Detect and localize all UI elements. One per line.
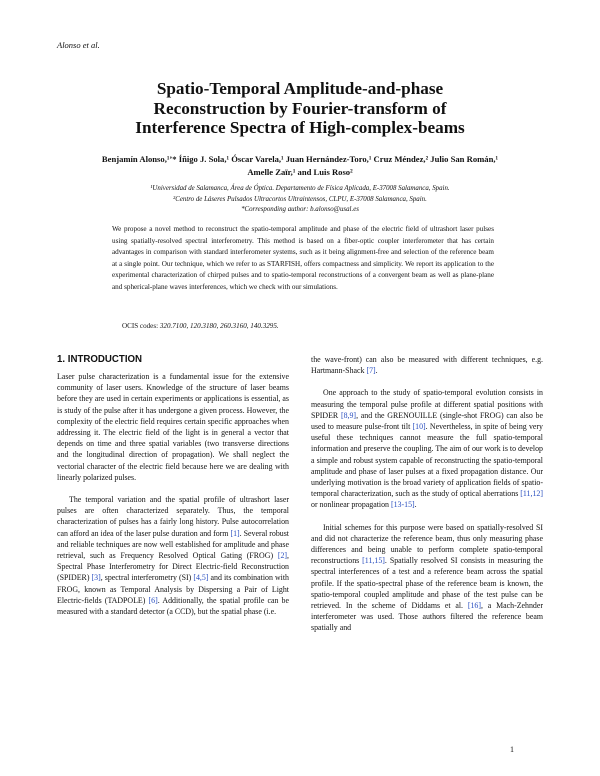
ocis-codes [122,322,279,330]
author-line: Benjamín Alonso,¹ʼ* Íñigo J. Sola,¹ Óscar Varela,¹ Juan Hernández-Toro,¹ Cruz Méndez,² Julio San Román,¹ [101,154,499,164]
citation-link[interactable]: [7] [366,366,376,376]
text-run: and its combination with FROG, known as Temporal Analysis by Dispersing a Pair of Light Electric-fields (TADPOLE) [57,573,289,605]
title-line: Spatio-Temporal Amplitude-and-phase [156,79,444,98]
citation-link[interactable]: [4,5] [193,573,209,583]
author-line: Amelle Zaïr,¹ and Luis Roso² [247,167,353,177]
affiliations [60,184,540,216]
affiliation-1: ¹Universidad de Salamanca, Área de Óptica. Departamento de Física Aplicada, E-37008 Salamanca, Spain. [150,185,450,192]
abstract [112,224,494,293]
citation-link[interactable]: [1] [230,528,240,538]
citation-link[interactable]: [11,12] [520,489,543,499]
right-column [311,354,543,645]
left-column [57,354,289,628]
text-run: . [375,366,378,376]
citation-link[interactable]: [8,9] [340,410,357,420]
text-run: . Spatially resolved SI consists in measuring the spectral interferences of a test and a reference beam across the spatial profile. If the spatio-spectral phase of the reference beam is known, the spatio-temporal coupled amplitude and phase of the test pulse can be retrieved. In the scheme of Diddams et al. [311,556,543,611]
citation-link[interactable]: [13-15] [390,500,415,510]
paragraph [311,387,543,510]
author-list [70,153,530,179]
paragraph [57,494,289,617]
text-run: , spectral interferometry (SI) [100,573,194,583]
citation-link[interactable]: [11,15] [362,556,385,566]
text-run: , Spectral Phase Interferometry for Direct Electric-field Reconstruction (SPIDER) [57,551,289,583]
citation-link[interactable]: [16] [467,601,481,611]
paragraph: Laser pulse characterization is a fundamental issue for the extensive community of laser users. Knowledge of the structure of laser beams before they are used in certain experiments or applications is essential, as is study of the pulse after it has undergone a given process. However, the complexity of the electric field requires certain specific approaches when addressing it. The electric field of the light is in general a vector that depends on time and three spatial variables (two transverse directions and the longitudinal direction of propagation). We shall neglect the vectorial character of the electric field because here we are dealing with linearly polarized pulses. [57,372,289,482]
ocis-label: OCIS codes: [122,322,159,330]
text-run: The temporal variation and the spatial profile of ultrashort laser pulses are often characterized separately. Thus, the temporal characterization of pulses has a fairly long history. Pulse autocorrelation can afford an idea of the laser pulse duration and form [57,495,289,538]
text-run: or nonlinear propagation [311,500,391,510]
citation-link[interactable]: [2] [277,551,288,561]
text-run: the wave-front) can also be measured with different techniques, e.g. Hartmann-Shack [311,355,543,376]
section-heading: 1. INTRODUCTION [57,354,143,365]
title-line: Reconstruction by Fourier-transform of [153,98,447,118]
text-run: . [414,500,417,510]
text-run: , and the GRENOUILLE (single-shot FROG) can also be used to measure pulse-front tilt [311,410,543,432]
text-run: One approach to the study of spatio-temporal evolution consists in measuring the temporal pulse profile at different spatial positions with SPIDER [311,388,543,420]
citation-link[interactable]: [6] [148,595,158,605]
abstract-text: We propose a novel method to reconstruct the spatio-temporal amplitude and phase of the electric field of ultrashort laser pulses using spatially-resolved spectral interferometry. This method is based on a fiber-optic coupler interferometer that has certain advantages in comparison with standard interferometer systems, such as it being alignment-free and selection of the reference beam at a single point. Our technique, which we refer to as STARFISH, offers compactness and simplicity. We report its application to the experimental characterization of chirped pulses and to spatio-temporal reconstructions of a convergent beam as well as plane-plane and spherical-plane waves interferences, which we check with our simulations. [112,225,494,291]
affiliation-2: ²Centro de Láseres Pulsados Ultracortos Ultraintensos, CLPU, E-37008 Salamanca, Spain. [173,195,427,203]
corresponding-author: *Corresponding author: b.alonso@usal.es [241,206,359,213]
page-number: 1 [510,745,514,754]
text-run: . Several robust and reliable techniques are now well established for amplitude and phase retrieval, such as Frequency Resolved Optical Gating (FROG) [57,528,289,561]
paragraph [311,354,543,376]
text-run: . Additionally, the spatial profile can be measured with a standard detector (a CCD), but the spatial phase (i.e. [57,595,290,617]
citation-link[interactable]: [10] [412,422,426,432]
text-run: , a Mach-Zehnder interferometer was used. Those authors filtered the reference beam spatially and [311,601,543,633]
text-run: Initial schemes for this purpose were based on spatially-resolved SI and did not characterize the reference beam, thus only measuring phase differences and being unable to perform complete spatio-temporal reconstructions [311,522,543,566]
text-run: . Nevertheless, in spite of being very useful these techniques cannot measure the full spatio-temporal information and preserve the coupling. The aim of our work is to develop a simple and robust system capable of reconstructing the spatio-temporal amplitude and phase of laser pulses at a fixed propagation distance. Our underlying motivation is the broad variety of application fields of spatio-temporal characterization, such as the study of optical aberrations [311,422,543,499]
running-head: Alonso et al. [57,40,100,50]
title-line: Interference Spectra of High-complex-beams [135,118,465,137]
citation-link[interactable]: [3] [91,573,101,583]
paragraph [311,522,543,634]
ocis-code-list: 320.7100, 120.3180, 260.3160, 140.3295. [159,322,279,330]
paper-title [40,79,560,138]
